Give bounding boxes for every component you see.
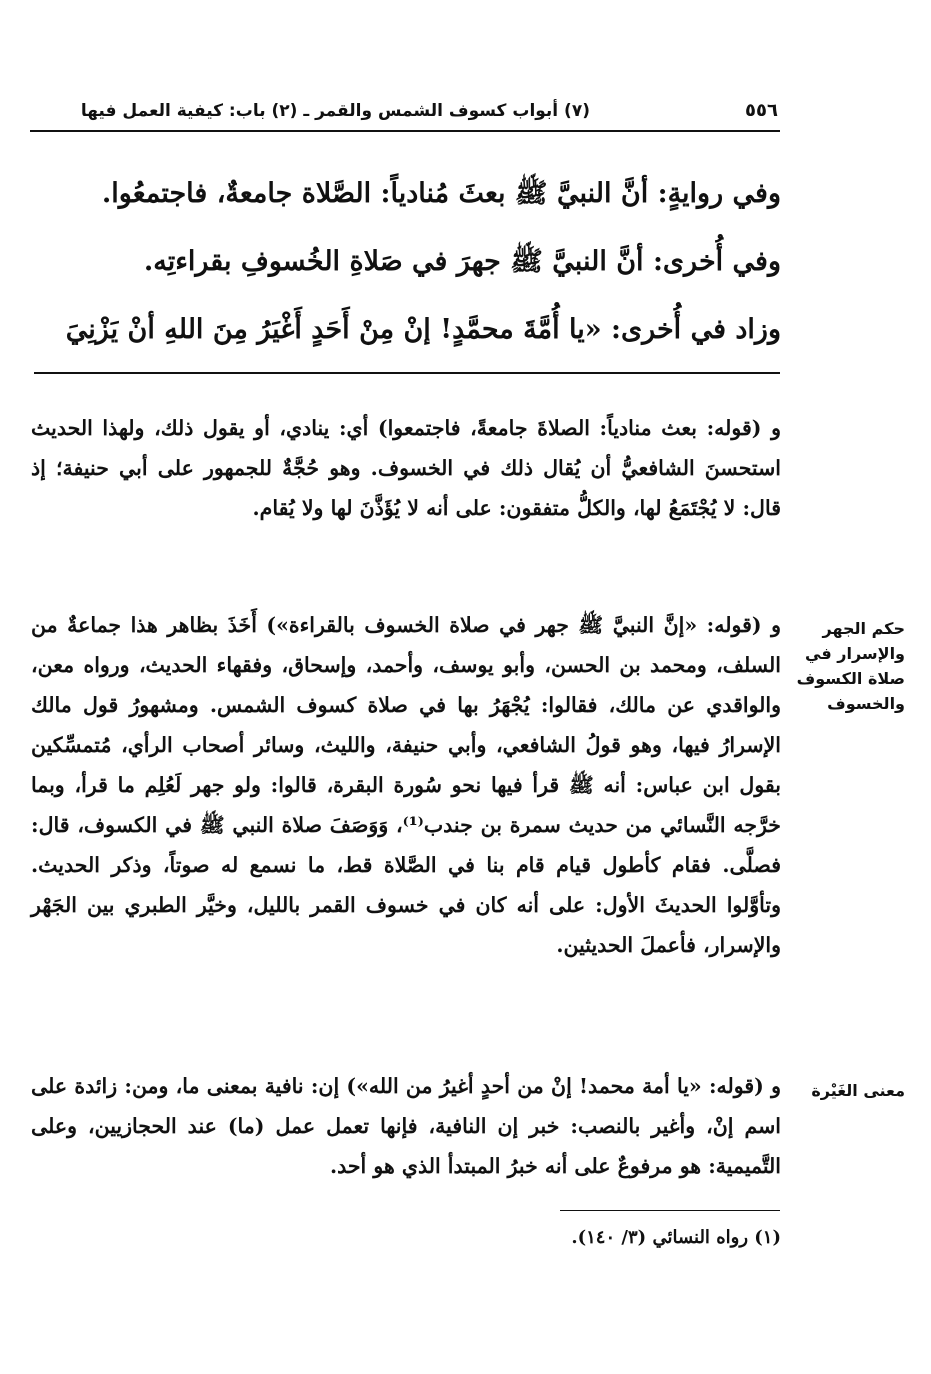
commentary-paragraph — [31, 1066, 781, 1186]
section-divider — [34, 372, 780, 374]
margin-note: معنى الغَيْرة — [811, 1081, 905, 1100]
commentary-paragraph — [31, 408, 781, 528]
commentary-text: و (قوله: «إنَّ النبيَّ ﷺ جهر في صلاة الخسوف بالقراءة») أَخَذَ بظاهر هذا جماعةٌ من السلف، ومحمد بن الحسن، وأبو يوسف، وأحمد، وإسحاق، وفقهاء الحديث، ورواه معن، والواقدي عن مالك، فقالوا: يُجْهَرُ بها في صلاة كسوف الشمس. ومشهورُ قول مالك الإسرارُ فيها، وهو قولُ الشافعي، وأبي حنيفة، والليث، وسائر أصحاب الرأي، مُتمسِّكين بقول ابن عباس: أنه ﷺ قرأ فيها نحو سُورة البقرة، قالوا: ولو جهر لَعُلِم ما قرأ، وبما خرَّجه النَّسائي من حديث سمرة بن جندب⁽¹⁾، وَوَصَفَ صلاة النبي ﷺ في الكسوف، قال: فصلَّى. فقام كأطول قيام قام بنا في الصَّلاة قط، ما نسمع له صوتاً، وذكر الحديث. وتأوَّلوا الحديثَ الأول: على أنه كان في خسوف القمر بالليل، وخيَّر الطبري بين الجَهْر والإسرار، فأعملَ الحديثين. — [31, 613, 781, 957]
hadith-line: وزاد في أُخرى: «يا أُمَّةَ محمَّدٍ! إنْ مِنْ أَحَدٍ أَغْيَرُ مِنَ اللهِ أنْ يَزْنِيَ — [65, 314, 781, 345]
commentary-paragraph — [31, 605, 781, 965]
commentary-text: و (قوله: «يا أمة محمد! إنْ من أحدٍ أغيرُ من الله») إن: نافية بمعنى ما، ومن: زائدة على اسم إنْ، وأغير بالنصب: خبر إن النافية، فإنها تعمل عمل (ما) عند الحجازيين، وعلى التَّميمية: هو مرفوعٌ على أنه خبرُ المبتدأ الذي هو أحد. — [31, 1074, 781, 1178]
footnote: (١) رواه النسائي (٣/ ١٤٠). — [571, 1227, 781, 1248]
page-number: ٥٥٦ — [745, 100, 778, 121]
running-title: (٧) أبواب كسوف الشمس والقمر ـ (٢) باب: كيفية العمل فيها — [80, 101, 590, 121]
margin-note: حكم الجهر والإسرار في صلاة الكسوف والخسوف — [796, 619, 905, 713]
page-header — [30, 96, 780, 132]
hadith-line: وفي أُخرى: أنَّ النبيَّ ﷺ جهرَ في صَلاةِ الخُسوفِ بقراءتِه. — [143, 246, 781, 277]
hadith-line: وفي روايةٍ: أنَّ النبيَّ ﷺ بعثَ مُنادياً: الصَّلاة جامعةٌ، فاجتمعُوا. — [101, 178, 781, 209]
commentary-text: و (قوله: بعث منادياً: الصلاةَ جامعةً، فاجتمعوا) أي: ينادي، أو يقول ذلك، ولهذا الحديث استحسنَ الشافعيُّ أن يُقال ذلك في الخسوف. وهو حُجَّةٌ للجمهور على أبي حنيفة؛ إذ قال: لا يُجْتَمَعُ لها، والكلُّ متفقون: على أنه لا يُؤَذَّنَ لها ولا يُقام. — [31, 416, 781, 520]
hadith-text — [61, 160, 781, 364]
footnote-rule — [560, 1210, 780, 1211]
